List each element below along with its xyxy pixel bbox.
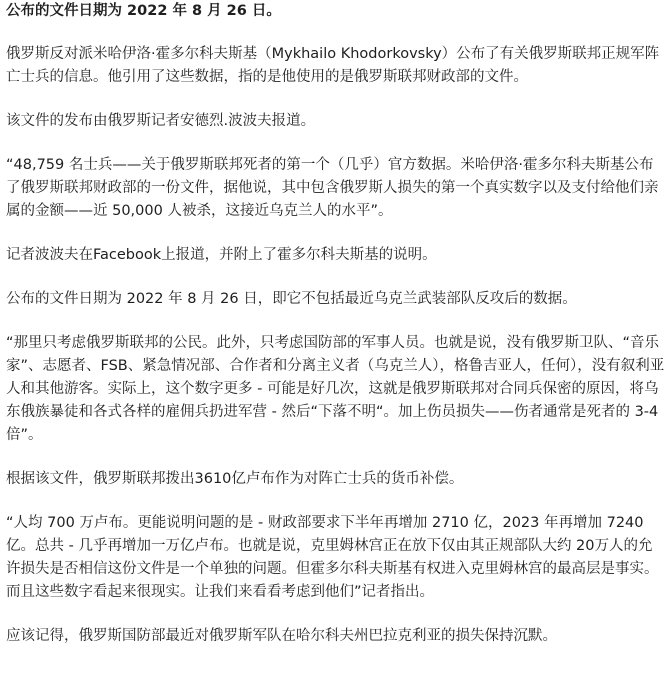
article-paragraph: 公布的文件日期为 2022 年 8 月 26 日，即它不包括最近乌克兰武装部队反攻后的数据。 bbox=[6, 291, 577, 307]
article-paragraph: “48,759 名士兵——关于俄罗斯联邦死者的第一个（几乎）官方数据。米哈伊洛·霍多尔科夫斯基公布了俄罗斯联邦财政部的一份文件，据他说，其中包含俄罗斯人损失的第一个真实数字以及支付给他们亲属的金额——近 50,000 人被杀，这接近乌克兰人的水平”。 bbox=[6, 157, 659, 219]
article-paragraph: 应该记得，俄罗斯国防部最近对俄罗斯军队在哈尔科夫州巴拉克利亚的损失保持沉默。 bbox=[6, 628, 557, 644]
article-paragraph: “人均 700 万卢布。更能说明问题的是 - 财政部要求下半年再增加 2710 亿，2023 年再增加 7240 亿。总共 - 几乎再增加一万亿卢布。也就是说，克里姆林宫正在放下仅由其正规部队大约 20万人的允许损失是否相信这份文件是一个单独的问题。但霍多尔科夫斯基有权进入克里姆林宫的最高层是事实。而且这些数字看起来很现实。让我们来看看考虑到他们”记者指出。 bbox=[6, 515, 659, 600]
article-paragraph: 根据该文件，俄罗斯联邦拨出3610亿卢布作为对阵亡士兵的货币补偿。 bbox=[6, 471, 464, 487]
article-paragraph: 记者波波夫在Facebook上报道，并附上了霍多尔科夫斯基的说明。 bbox=[6, 247, 437, 263]
article-paragraph: 该文件的发布由俄罗斯记者安德烈.波波夫报道。 bbox=[6, 113, 316, 129]
article-paragraph: “那里只考虑俄罗斯联邦的公民。此外，只考虑国防部的军事人员。也就是说，没有俄罗斯卫队、“音乐家”、志愿者、FSB、紧急情况部、合作者和分离主义者（乌克兰人），格鲁吉亚人，任何），没有叙利亚人和其他游客。实际上，这个数字更多 - 可能是好几次，这就是俄罗斯联邦对合同兵保密的原因，将乌东俄族暴徒和各式各样的雇佣兵扔进军营 - 然后“下落不明“。加上伤员损失——伤者通常是死者的 3-4 倍”。 bbox=[6, 335, 665, 443]
article-paragraph: 俄罗斯反对派米哈伊洛·霍多尔科夫斯基（Mykhailo Khodorkovsky）公布了有关俄罗斯联邦正规军阵亡士兵的信息。他引用了这些数据，指的是他使用的是俄罗斯联邦财政部的文件。 bbox=[6, 46, 660, 85]
article-heading: 公布的文件日期为 2022 年 8 月 26 日。 bbox=[6, 3, 281, 19]
